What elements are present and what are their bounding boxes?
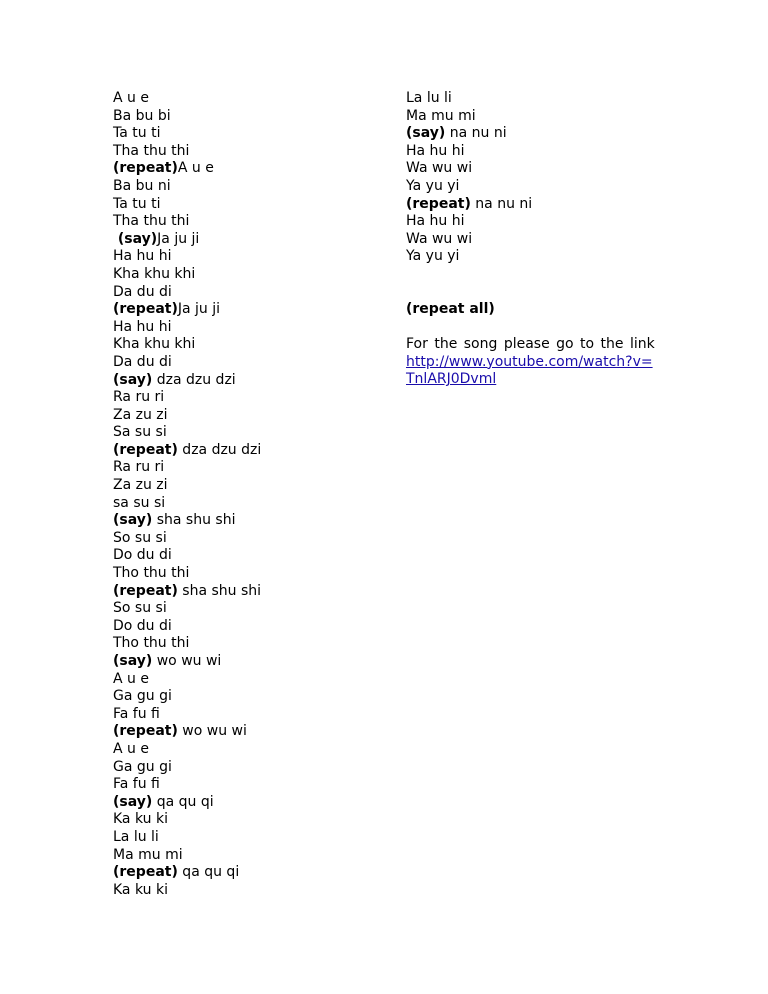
lyric-line xyxy=(113,565,383,583)
syllables: Ja ju ji xyxy=(177,301,221,318)
cue-label: (say) xyxy=(113,793,153,810)
syllables: Da du di xyxy=(113,283,172,300)
syllables: Da du di xyxy=(113,353,172,370)
syllables: sa su si xyxy=(113,494,166,511)
lyric-line xyxy=(113,354,383,372)
syllables: Ra ru ri xyxy=(113,389,165,406)
lyric-line xyxy=(113,706,383,724)
syllables: sha shu shi xyxy=(177,582,262,599)
lyric-line xyxy=(113,882,383,900)
syllables: Do du di xyxy=(113,547,172,564)
lyric-line xyxy=(113,671,383,689)
lyric-line xyxy=(113,847,383,865)
cue-label: (repeat) xyxy=(113,441,178,458)
syllables: Ya yu yi xyxy=(406,177,460,194)
syllables: Wa wu wi xyxy=(406,160,473,177)
lyric-line xyxy=(113,495,383,513)
syllables: Ga gu gi xyxy=(113,758,172,775)
lyric-line xyxy=(113,618,383,636)
cue-label: (repeat) xyxy=(406,195,471,212)
song-note: For the song please go to the link xyxy=(406,336,655,353)
syllables: A u e xyxy=(113,670,149,687)
syllables: So su si xyxy=(113,600,167,617)
lyric-line xyxy=(406,248,656,266)
syllables: La lu li xyxy=(406,90,452,106)
lyric-line xyxy=(113,759,383,777)
right-column-lines xyxy=(406,90,656,266)
lyric-line xyxy=(406,178,656,196)
syllables: Ba bu bi xyxy=(113,107,171,124)
syllables: Ra ru ri xyxy=(113,459,165,476)
lyric-line xyxy=(113,583,383,601)
cue-label: (repeat) xyxy=(113,160,178,177)
syllables: sha shu shi xyxy=(152,512,236,529)
syllables: Ha hu hi xyxy=(406,142,465,159)
syllables: So su si xyxy=(113,529,167,546)
lyric-line xyxy=(406,196,656,214)
syllables: Fa fu fi xyxy=(113,776,160,793)
lyric-line xyxy=(113,794,383,812)
syllables: wo wu wi xyxy=(152,653,222,669)
syllables: Ta tu ti xyxy=(113,195,161,212)
syllables: A u e xyxy=(113,90,149,106)
lyric-line xyxy=(113,248,383,266)
lyric-line xyxy=(113,442,383,460)
lyric-line xyxy=(113,143,383,161)
syllables: qa qu qi xyxy=(152,793,214,810)
lyric-line xyxy=(113,213,383,231)
lyric-line xyxy=(113,424,383,442)
cue-label: (repeat) xyxy=(113,864,178,881)
cue-label: (repeat) xyxy=(113,723,178,740)
lyric-line xyxy=(406,108,656,126)
syllables: qa qu qi xyxy=(177,864,240,881)
lyric-line xyxy=(113,741,383,759)
cue-label: (say) xyxy=(113,230,158,247)
syllables: Do du di xyxy=(113,617,172,634)
syllables: wo wu wi xyxy=(177,723,247,740)
syllables: Ka ku ki xyxy=(113,881,168,898)
right-column xyxy=(406,90,656,389)
syllables: Kha khu khi xyxy=(113,336,196,353)
lyric-line xyxy=(113,811,383,829)
cue-label: (say) xyxy=(113,653,153,669)
cue-label: (say) xyxy=(406,125,446,142)
left-column xyxy=(113,90,383,899)
syllables: Tha thu thi xyxy=(113,213,190,230)
lyric-line xyxy=(113,829,383,847)
lyric-line xyxy=(113,600,383,618)
lyric-line xyxy=(113,530,383,548)
lyric-line xyxy=(406,213,656,231)
syllables: Kha khu khi xyxy=(113,265,196,282)
lyric-line xyxy=(113,319,383,337)
lyric-line xyxy=(113,407,383,425)
syllables: Tha thu thi xyxy=(113,142,190,159)
lyric-line xyxy=(406,143,656,161)
lyric-line xyxy=(113,336,383,354)
cue-label: (say) xyxy=(113,371,153,388)
syllables: Ha hu hi xyxy=(113,248,172,265)
syllables: Sa su si xyxy=(113,424,167,441)
syllables: Wa wu wi xyxy=(406,230,473,247)
lyric-line xyxy=(113,653,383,671)
spacer xyxy=(406,319,656,337)
lyric-line xyxy=(113,477,383,495)
syllables: Ba bu ni xyxy=(113,177,171,194)
lyric-line xyxy=(113,389,383,407)
repeat-all-label: (repeat all) xyxy=(406,300,495,317)
lyric-line xyxy=(113,90,383,108)
lyric-line xyxy=(113,864,383,882)
syllables: Fa fu fi xyxy=(113,705,160,722)
lyric-line xyxy=(113,125,383,143)
lyric-line xyxy=(113,512,383,530)
syllables: Ha hu hi xyxy=(113,318,172,335)
syllables: Ga gu gi xyxy=(113,688,172,705)
lyric-line xyxy=(113,108,383,126)
lyric-line xyxy=(113,266,383,284)
syllables: Tho thu thi xyxy=(113,635,190,652)
syllables: A u e xyxy=(113,740,149,757)
cue-label: (repeat) xyxy=(113,301,178,318)
syllables: Tho thu thi xyxy=(113,565,190,582)
lyric-line xyxy=(113,160,383,178)
syllables: La lu li xyxy=(113,828,159,845)
syllables: dza dzu dzi xyxy=(177,441,262,458)
syllables: Ha hu hi xyxy=(406,213,465,230)
lyric-line xyxy=(113,284,383,302)
syllables: na nu ni xyxy=(470,195,533,212)
lyric-line xyxy=(113,723,383,741)
lyric-line xyxy=(406,125,656,143)
lyric-line xyxy=(113,231,383,249)
syllables: Ta tu ti xyxy=(113,125,161,142)
syllables: Ya yu yi xyxy=(406,248,460,265)
lyric-line xyxy=(113,459,383,477)
lyric-line xyxy=(406,90,656,108)
song-link-wrapper xyxy=(406,354,656,389)
syllables: Ma mu mi xyxy=(113,846,183,863)
syllables: Ka ku ki xyxy=(113,811,168,828)
syllables: Za zu zi xyxy=(113,406,168,423)
syllables: Ma mu mi xyxy=(406,107,476,124)
lyric-line xyxy=(113,635,383,653)
song-link[interactable]: http://www.youtube.com/watch?v=TnlARJ0Dvml xyxy=(406,353,653,388)
syllables: Ja ju ji xyxy=(157,230,200,247)
spacer xyxy=(406,266,656,301)
syllables: A u e xyxy=(177,160,214,177)
lyric-line xyxy=(406,231,656,249)
syllables: na nu ni xyxy=(445,125,507,142)
lyric-line xyxy=(113,178,383,196)
cue-label: (repeat) xyxy=(113,582,178,599)
lyric-line xyxy=(113,196,383,214)
cue-label: (say) xyxy=(113,512,153,529)
lyric-line xyxy=(113,372,383,390)
lyric-line xyxy=(113,301,383,319)
lyric-line xyxy=(113,688,383,706)
lyric-line xyxy=(406,160,656,178)
lyric-line xyxy=(113,776,383,794)
syllables: Za zu zi xyxy=(113,477,168,494)
lyric-line xyxy=(113,547,383,565)
syllables: dza dzu dzi xyxy=(152,371,236,388)
